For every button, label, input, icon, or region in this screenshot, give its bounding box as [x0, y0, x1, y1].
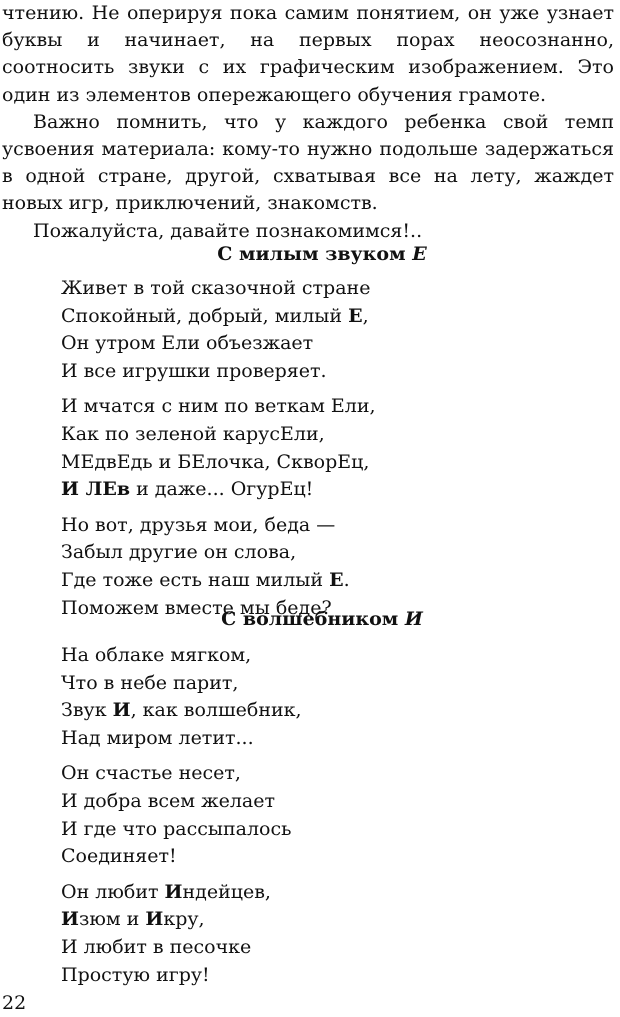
bold-letter: Е — [329, 568, 344, 591]
verse-text: Где тоже есть наш милый — [61, 568, 330, 591]
verse-line — [61, 788, 302, 816]
verse-text: Соединяет! — [61, 845, 177, 868]
verse-line — [61, 275, 376, 303]
verse-text: Он любит — [61, 880, 165, 903]
bold-letter: Е — [348, 304, 363, 327]
stanza — [61, 760, 302, 870]
verse-text: кру, — [163, 908, 205, 931]
verse-line — [61, 934, 302, 962]
verse-line — [61, 760, 302, 788]
verse-line — [61, 449, 376, 477]
poem-2-title-letter: И — [404, 608, 423, 630]
poem-1-title — [0, 241, 620, 268]
verse-line — [61, 879, 302, 907]
verse-text: Он утром Ели объезжает — [61, 332, 314, 355]
verse-text: Над миром летит... — [61, 726, 254, 749]
bold-letter: И — [112, 699, 131, 722]
verse-text: . — [343, 568, 350, 591]
verse-line — [61, 539, 376, 567]
stanza — [61, 642, 302, 752]
verse-text: И все игрушки проверяет. — [61, 359, 327, 382]
intro-prose — [2, 0, 614, 245]
verse-text: Спокойный, добрый, милый — [61, 304, 349, 327]
verse-line — [61, 330, 376, 358]
verse-line — [61, 697, 302, 725]
paragraph-2: Важно помнить, что у каждого ребенка свой темп усвоения материала: кому-то нужно подольше задержаться в одной стране, другой, схватывая все на лету, жаждет новых игр, приключений, знакомств. — [2, 110, 614, 215]
verse-line — [61, 816, 302, 844]
verse-text: Он счастье несет, — [61, 762, 241, 785]
verse-line — [61, 393, 376, 421]
bold-letter: И — [145, 908, 164, 931]
verse-text: ндейцев, — [182, 880, 271, 903]
verse-text: Но вот, друзья мои, беда — — [61, 513, 336, 536]
verse-text: Как по зеленой карусЕли, — [61, 422, 325, 445]
bold-letter: И — [61, 908, 79, 931]
verse-text: , — [362, 304, 369, 327]
verse-text: , как волшебник, — [130, 699, 302, 722]
verse-text: И где что рассыпалось — [61, 817, 292, 840]
poem-1-title-text: С милым звуком — [217, 243, 406, 265]
verse-text: И мчатся с ним по веткам Ели, — [61, 395, 376, 418]
verse-line — [61, 476, 376, 504]
verse-line — [61, 670, 302, 698]
verse-text: Простую игру! — [61, 963, 210, 986]
verse-line — [61, 906, 302, 934]
page-number: 22 — [2, 992, 27, 1014]
verse-line — [61, 303, 376, 331]
poem-2-title-text: С волшебником — [221, 608, 399, 630]
verse-text: Живет в той сказочной стране — [61, 277, 371, 299]
bold-letter: И — [164, 880, 183, 903]
verse-text: Поможем вместе мы беде? — [61, 596, 332, 619]
verse-line — [61, 358, 376, 386]
verse-line — [61, 642, 302, 670]
verse-text: МЕдвЕдь и БЕлочка, СкворЕц, — [61, 450, 370, 473]
stanza — [61, 393, 376, 503]
verse-text: Забыл другие он слова, — [61, 541, 297, 564]
poem-1-verse — [61, 275, 376, 630]
verse-line — [61, 512, 376, 540]
poem-1-title-letter: Е — [412, 243, 427, 265]
verse-text: зюм и — [78, 908, 146, 931]
stanza — [61, 879, 302, 989]
verse-text: и даже... ОгурЕц! — [130, 478, 314, 501]
verse-line — [61, 567, 376, 595]
bold-letter: И ЛЕв — [61, 478, 131, 501]
verse-text: На облаке мягком, — [61, 644, 252, 666]
paragraph-3: Пожалуйста, давайте познакомимся!.. — [33, 219, 423, 242]
verse-line — [61, 843, 302, 871]
verse-text: Что в небе парит, — [61, 671, 239, 694]
verse-line — [61, 421, 376, 449]
verse-text: И любит в песочке — [61, 935, 252, 958]
verse-text: Звук — [61, 699, 113, 722]
paragraph-1: чтению. Не оперируя пока самим понятием, он уже узнает буквы и начинает, на первых порах неосознанно, соотносить звуки с их графическим изображением. Это один из элементов опережающего обучения грамоте. — [2, 2, 614, 106]
stanza — [61, 275, 376, 385]
poem-2-verse — [61, 642, 302, 997]
verse-line — [61, 725, 302, 753]
poem-2-title — [0, 606, 620, 633]
verse-line — [61, 962, 302, 990]
verse-text: И добра всем желает — [61, 789, 275, 812]
